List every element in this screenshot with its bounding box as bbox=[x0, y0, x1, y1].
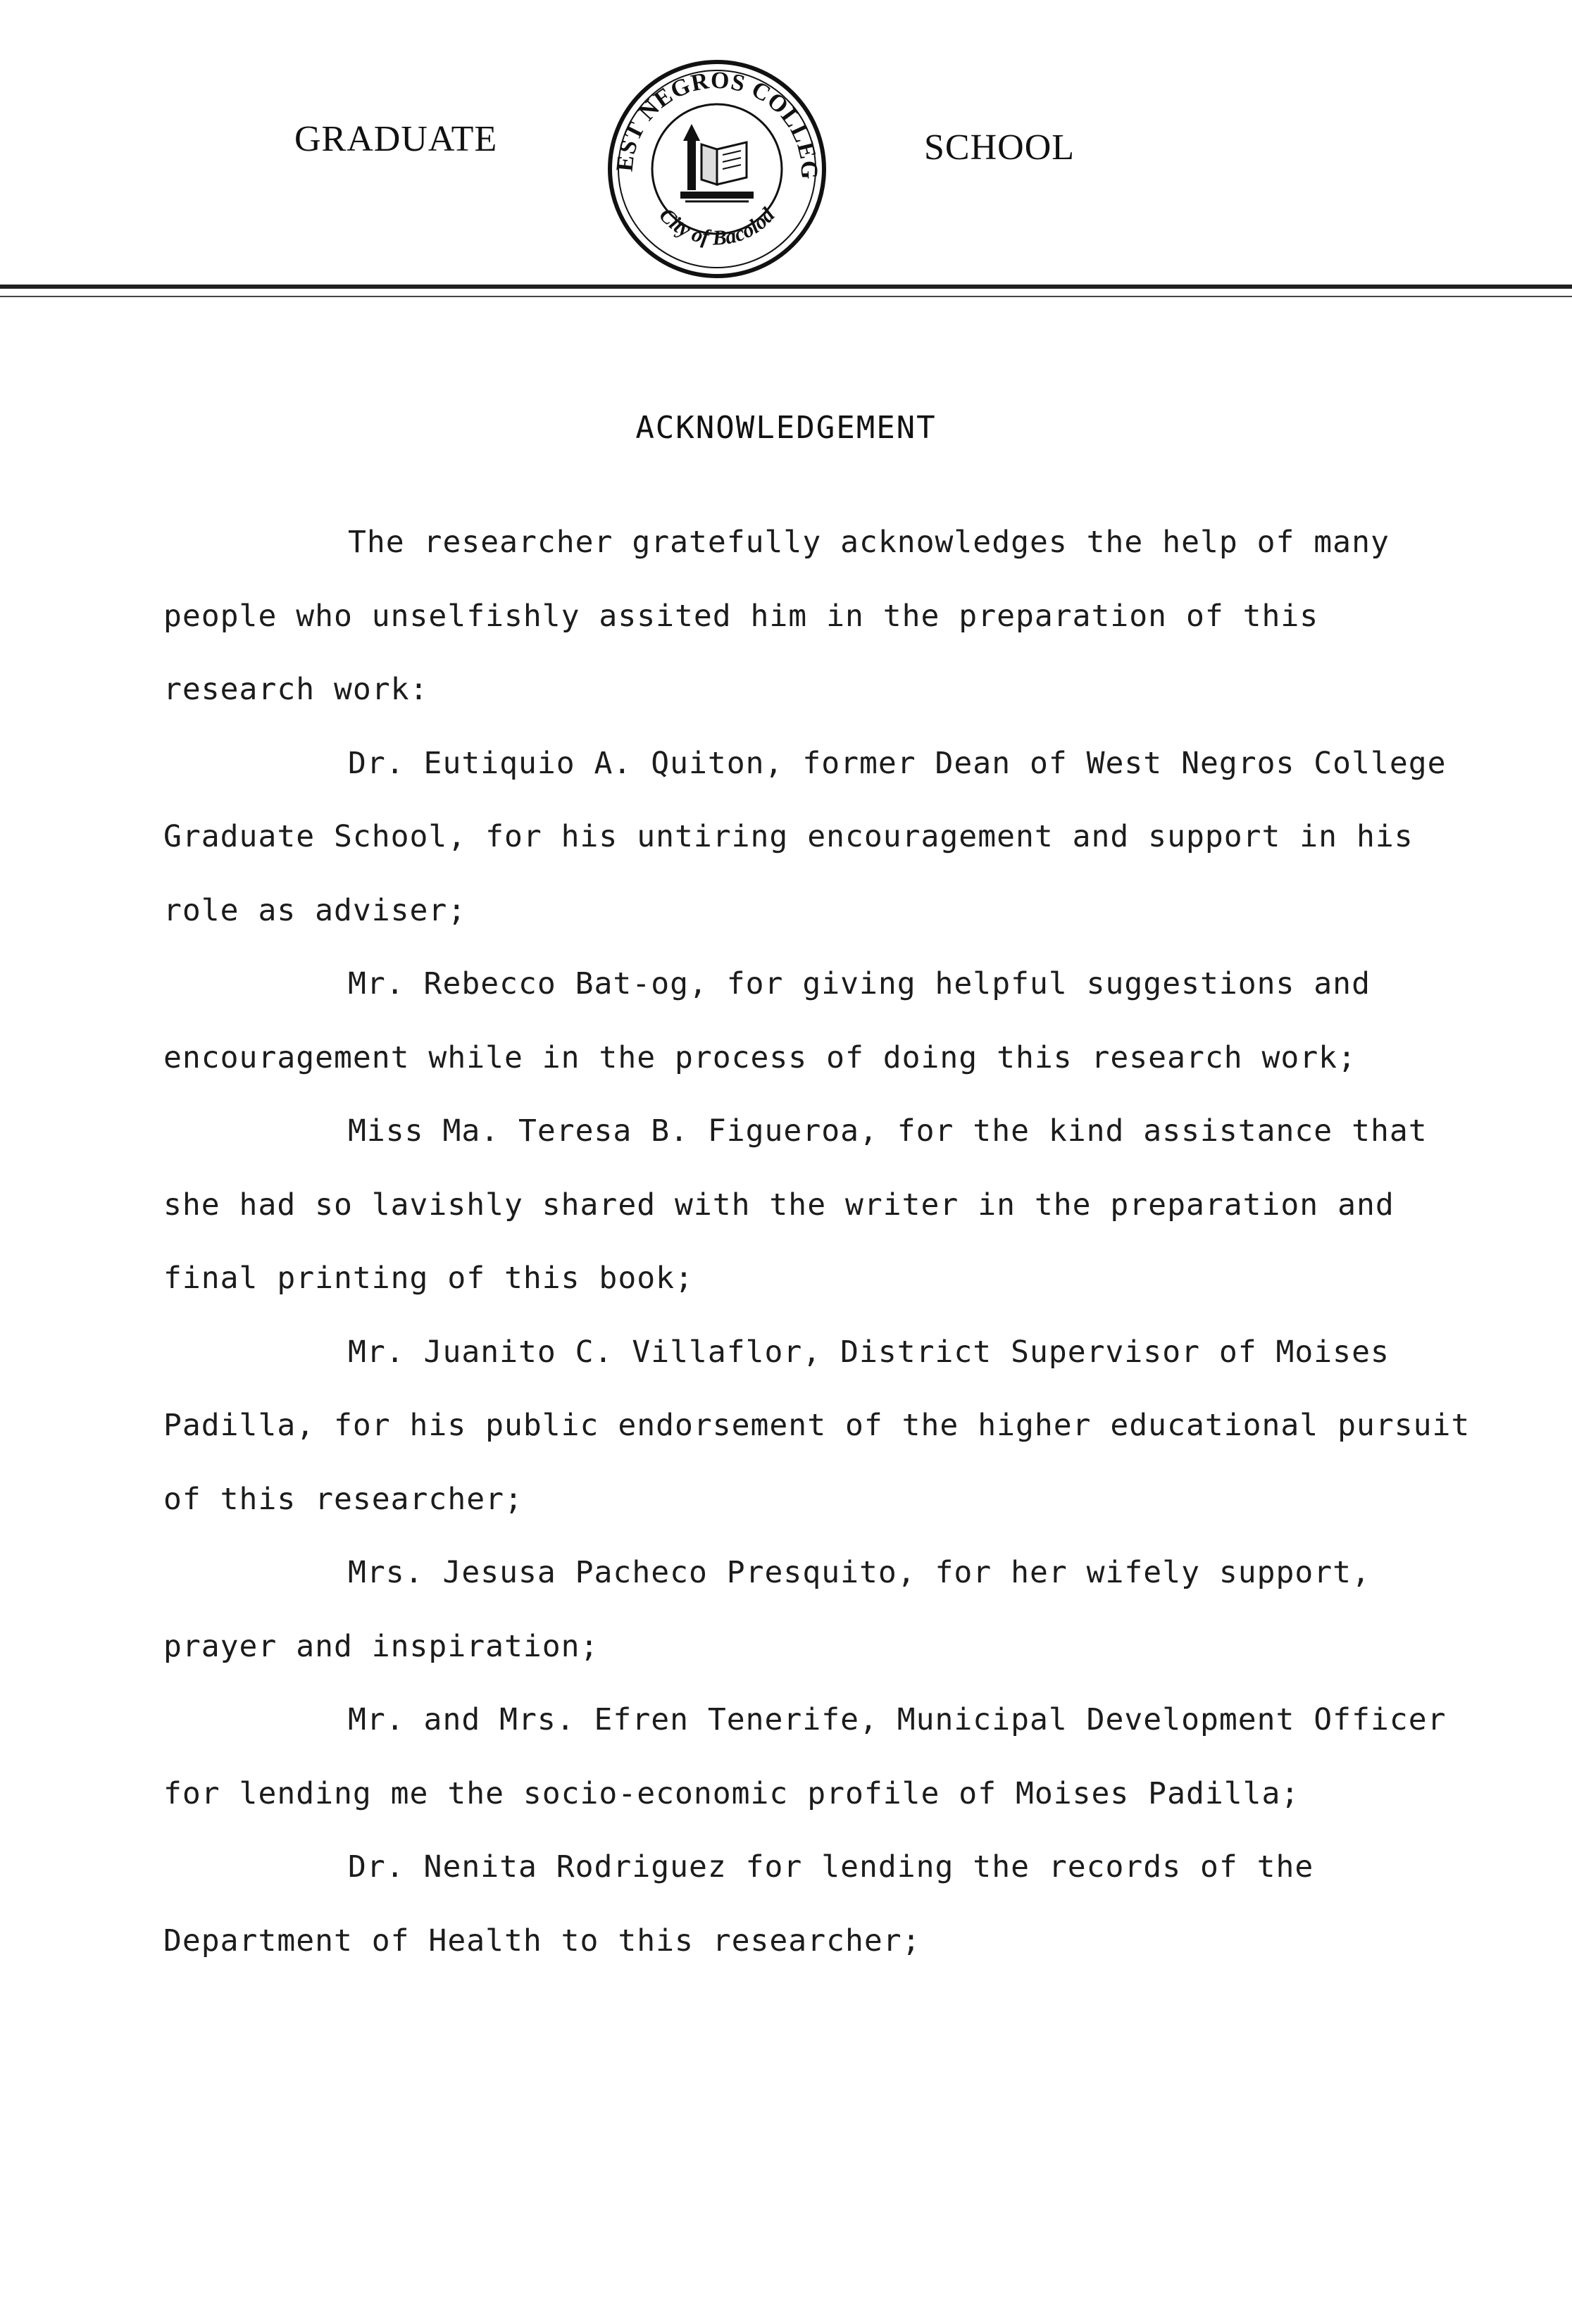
letterhead-left-text: GRADUATE bbox=[294, 119, 498, 159]
college-seal bbox=[604, 56, 830, 282]
paragraph-villaflor: Mr. Juanito C. Villaflor, District Supervisor of Moises Padilla, for his public endorsement of the higher educational pursuit of this researcher; bbox=[163, 1334, 1471, 1517]
letterhead-right-text: SCHOOL bbox=[924, 127, 1075, 168]
paragraph-intro: The researcher gratefully acknowledges the help of many people who unselfishly assited him in the preparation of this research work: bbox=[163, 525, 1390, 707]
header-rule-thin bbox=[0, 296, 1572, 297]
header-rule-thick bbox=[0, 285, 1572, 289]
paragraph-rodriguez: Dr. Nenita Rodriguez for lending the records of the Department of Health to this researcher; bbox=[163, 1849, 1314, 1958]
acknowledgement-body bbox=[163, 506, 1487, 1978]
svg-text:WEST NEGROS COLLEGE: EST NEGROS COLLEG bbox=[611, 67, 823, 180]
paragraph-presquito: Mrs. Jesusa Pacheco Presquito, for her wifely support, prayer and inspiration; bbox=[163, 1555, 1371, 1664]
paragraph-figueroa: Miss Ma. Teresa B. Figueroa, for the kind assistance that she had so lavishly shared with the writer in the preparation and final printing of this book; bbox=[163, 1113, 1428, 1296]
paragraph-tenerife: Mr. and Mrs. Efren Tenerife, Municipal Development Officer for lending me the socio-economic profile of Moises Padilla; bbox=[163, 1702, 1447, 1811]
paragraph-bat-og: Mr. Rebecco Bat-og, for giving helpful suggestions and encouragement while in the process of doing this research work; bbox=[163, 966, 1371, 1075]
paragraph-quiton: Dr. Eutiquio A. Quiton, former Dean of West Negros College Graduate School, for his untiring encouragement and support in his role as adviser; bbox=[163, 745, 1447, 928]
page-title: ACKNOWLEDGEMENT bbox=[635, 410, 937, 446]
svg-text:City of Bacolod: City of Bacolod bbox=[654, 203, 780, 250]
